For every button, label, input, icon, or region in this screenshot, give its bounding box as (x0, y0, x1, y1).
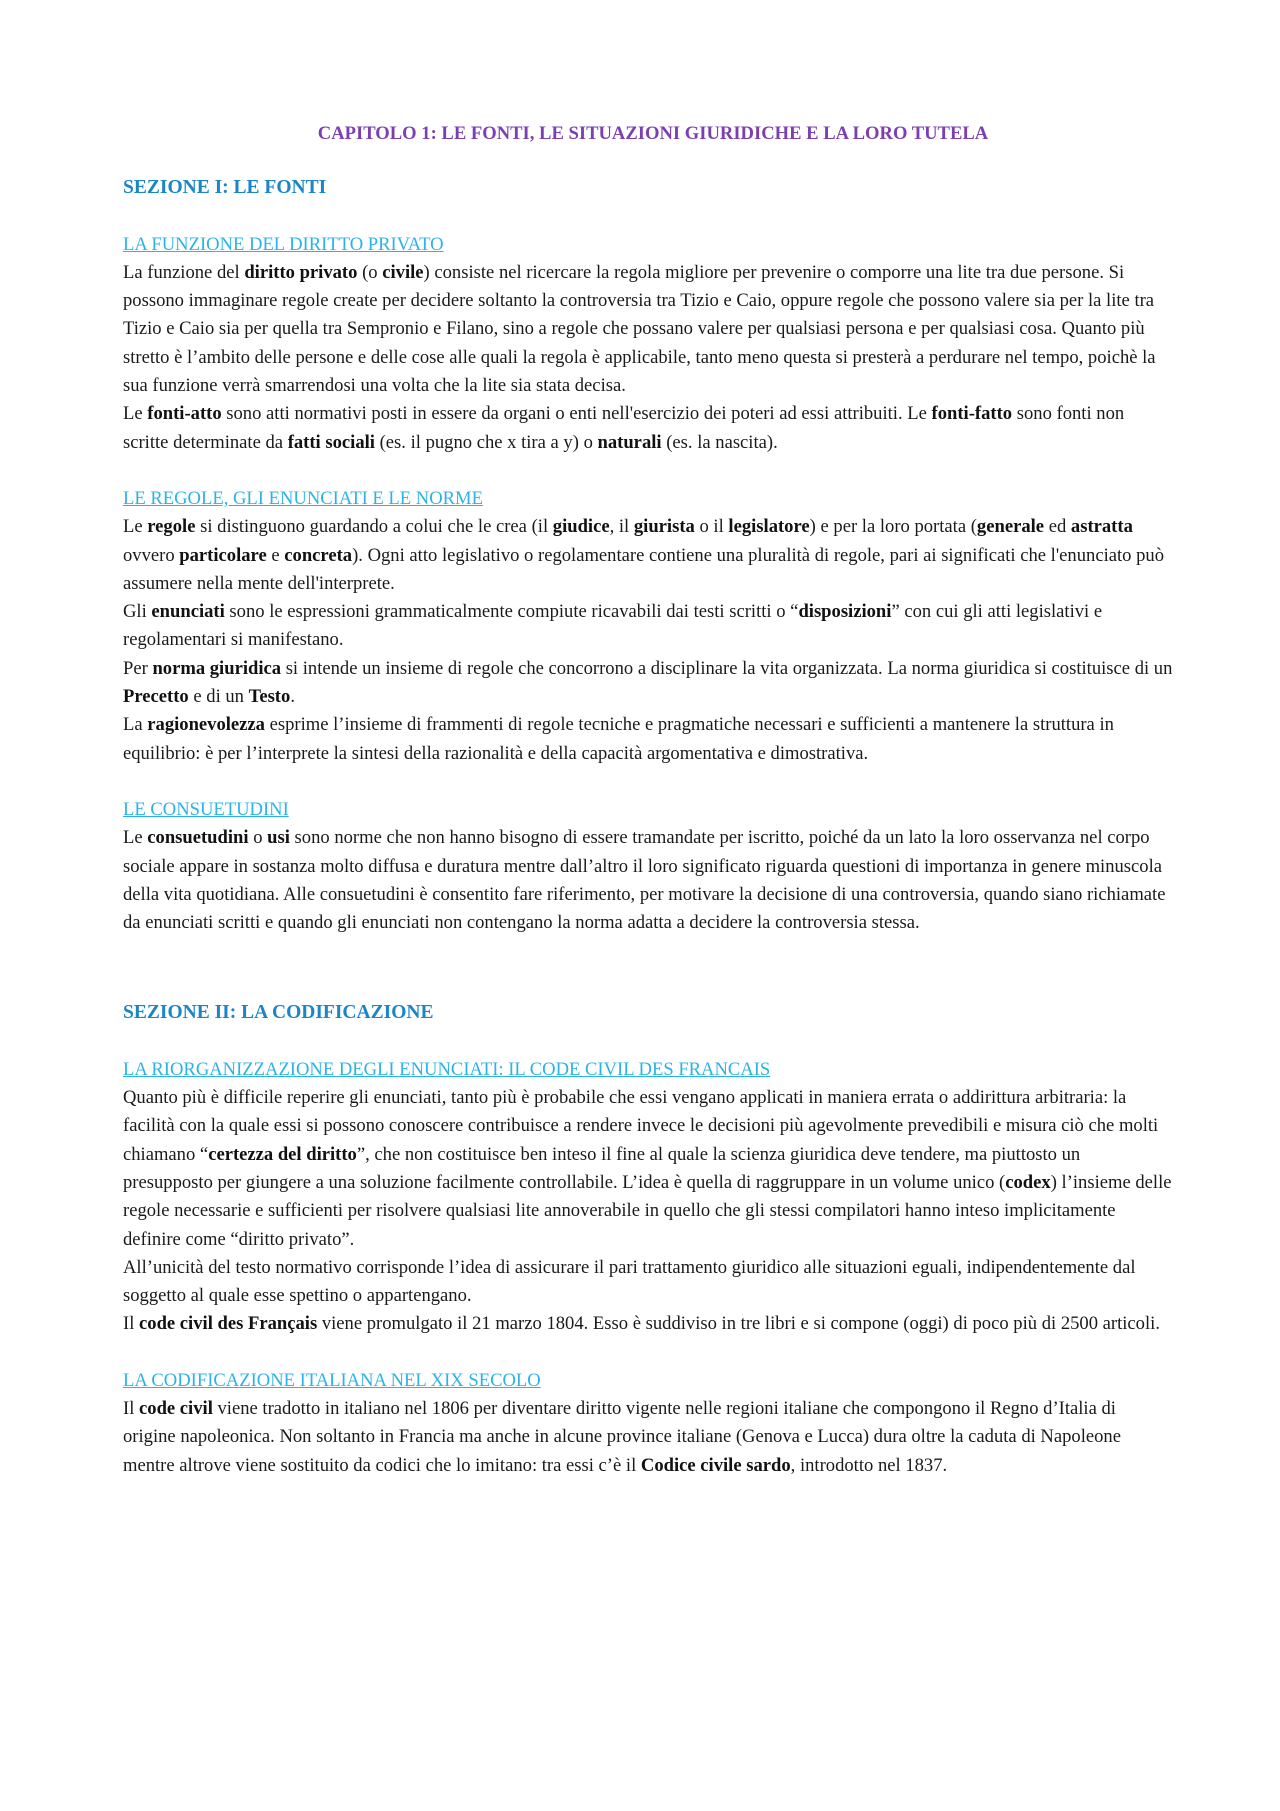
bold-term: disposizioni (798, 601, 892, 623)
bold-term: Precetto (123, 686, 189, 708)
paragraph: La ragionevolezza esprime l’insieme di frammenti di regole tecniche e pragmatiche necessari e sufficienti a mantenere la struttura in equilibrio: è per l’interprete la sintesi della razionalità e della capacità argomentativa e dimostrativa. (123, 714, 1114, 764)
bold-term: fonti-atto (147, 403, 222, 425)
chapter-title: CAPITOLO 1: LE FONTI, LE SITUAZIONI GIURIDICHE E LA LORO TUTELA (317, 123, 989, 144)
subsection-heading: LE REGOLE, GLI ENUNCIATI E LE NORME (123, 487, 483, 509)
subsection-heading: LA FUNZIONE DEL DIRITTO PRIVATO (123, 233, 444, 255)
bold-term: regole (147, 516, 196, 538)
bold-term: fonti-fatto (931, 403, 1013, 425)
section-2 (123, 999, 1173, 1479)
paragraph: Il code civil viene tradotto in italiano nel 1806 per diventare diritto vigente nelle regioni italiane che compongono il Regno d’Italia di origine napoleonica. Non soltanto in Francia ma anche in alcune province italiane (Genova e Lucca) dura oltre la caduta di Napoleone mentre altrove viene sostituito da codici che lo imitano: tra essi c’è il Codice civile sardo, introdotto nel 1837. (123, 1397, 1121, 1476)
bold-term: concreta (284, 544, 353, 566)
subsection-heading: LA RIORGANIZZAZIONE DEGLI ENUNCIATI: IL CODE CIVIL DES FRANCAIS (123, 1058, 771, 1080)
bold-term: naturali (597, 431, 662, 453)
section-title: SEZIONE II: LA CODIFICAZIONE (123, 1002, 434, 1024)
paragraph: Quanto più è difficile reperire gli enunciati, tanto più è probabile che essi vengano applicati in maniera errata o addirittura arbitraria: la facilità con la quale essi si possono conoscere contribuisce a rendere invece le decisioni più agevolmente prevedibili e misura ciò che molti chiamano “certezza del diritto”, che non costituisce ben inteso il fine al quale la scienza giuridica deve tendere, ma piuttosto un presupposto per giungere a una soluzione facilmente controllabile. L’idea è quella di raggruppare in un volume unico (codex) l’insieme delle regole necessarie e sufficienti per risolvere qualsiasi lite annoverabile in quello che gli stessi compilatori hanno inteso implicitamente definire come “diritto privato”. (123, 1087, 1172, 1250)
subsection-heading: LE CONSUETUDINI (123, 798, 289, 820)
bold-term: astratta (1070, 516, 1133, 538)
subsection-funzione (123, 231, 1173, 457)
subsection-code-civil (123, 1056, 1173, 1339)
document-page (123, 120, 1173, 1480)
subsection-codificazione-italiana (123, 1367, 1173, 1480)
bold-term: certezza del diritto (208, 1143, 357, 1165)
subsection-consuetudini (123, 796, 1173, 937)
paragraph: Le consuetudini o usi sono norme che non hanno bisogno di essere tramandate per iscritto, poiché da un lato la loro osservanza nel corpo sociale appare in sostanza molto diffusa e duratura mentre dall’altro il loro significato riguarda questioni di importanza in genere minuscola della vita quotidiana. Alle consuetudini è consentito fare riferimento, per motivare la decisione di una controversia, quando siano richiamate da enunciati scritti e quando gli enunciati non contengano la norma adatta a decidere la controversia stessa. (123, 827, 1166, 934)
bold-term: diritto privato (244, 261, 358, 283)
bold-term: legislatore (728, 516, 810, 538)
paragraph: Il code civil des Français viene promulgato il 21 marzo 1804. Esso è suddiviso in tre libri e si compone (oggi) di poco più di 2500 articoli. (123, 1313, 1160, 1335)
bold-term: generale (976, 516, 1045, 538)
bold-term: usi (267, 827, 290, 849)
bold-term: giurista (633, 516, 695, 538)
bold-term: civile (382, 261, 424, 283)
bold-term: fatti sociali (287, 431, 375, 453)
paragraph: Gli enunciati sono le espressioni grammaticalmente compiute ricavabili dai testi scritti o “disposizioni” con cui gli atti legislativi e regolamentari si manifestano. (123, 601, 1103, 651)
subsection-regole (123, 485, 1173, 768)
bold-term: code civil (139, 1397, 213, 1419)
bold-term: ragionevolezza (147, 714, 265, 736)
bold-term: norma giuridica (152, 657, 282, 679)
paragraph: Per norma giuridica si intende un insieme di regole che concorrono a disciplinare la vita organizzata. La norma giuridica si costituisce di un Precetto e di un Testo. (123, 657, 1173, 708)
bold-term: particolare (179, 544, 267, 566)
bold-term: consuetudini (147, 827, 249, 849)
section-title: SEZIONE I: LE FONTI (123, 177, 327, 199)
paragraph: All’unicità del testo normativo corrisponde l’idea di assicurare il pari trattamento giuridico alle situazioni eguali, indipendentemente dal soggetto al quale esse spettino o appartengano. (123, 1256, 1136, 1307)
bold-term: code civil des Français (139, 1313, 318, 1335)
paragraph: La funzione del diritto privato (o civile) consiste nel ricercare la regola migliore per prevenire o comporre una lite tra due persone. Si possono immaginare regole create per decidere soltanto la controversia tra Tizio e Caio, oppure regole che possono valere sia per la lite tra Tizio e Caio sia per quella tra Sempronio e Filano, sino a regole che possano valere per qualsiasi persona e per qualsiasi cosa. Quanto più stretto è l’ambito delle persone e delle cose alle quali la regola è applicabile, tanto meno questa si presterà a perdurare nel tempo, poichè la sua funzione verrà smarrendosi una volta che la lite sia stata decisa. (123, 261, 1156, 397)
bold-term: giudice (552, 516, 610, 538)
bold-term: enunciati (151, 601, 225, 623)
paragraph: Le regole si distinguono guardando a colui che le crea (il giudice, il giurista o il legislatore) e per la loro portata (generale ed astratta ovvero particolare e concreta). Ogni atto legislativo o regolamentare contiene una pluralità di regole, pari ai significati che l'enunciato può assumere nella mente dell'interprete. (123, 516, 1164, 594)
bold-term: codex (1005, 1171, 1051, 1193)
section-1 (123, 174, 1173, 937)
paragraph: Le fonti-atto sono atti normativi posti in essere da organi o enti nell'esercizio dei poteri ad essi attribuiti. Le fonti-fatto sono fonti non scritte determinate da fatti sociali (es. il pugno che x tira a y) o naturali (es. la nascita). (123, 403, 1125, 453)
bold-term: Testo (248, 686, 291, 708)
subsection-heading: LA CODIFICAZIONE ITALIANA NEL XIX SECOLO (123, 1369, 541, 1391)
bold-term: Codice civile sardo (640, 1454, 791, 1476)
